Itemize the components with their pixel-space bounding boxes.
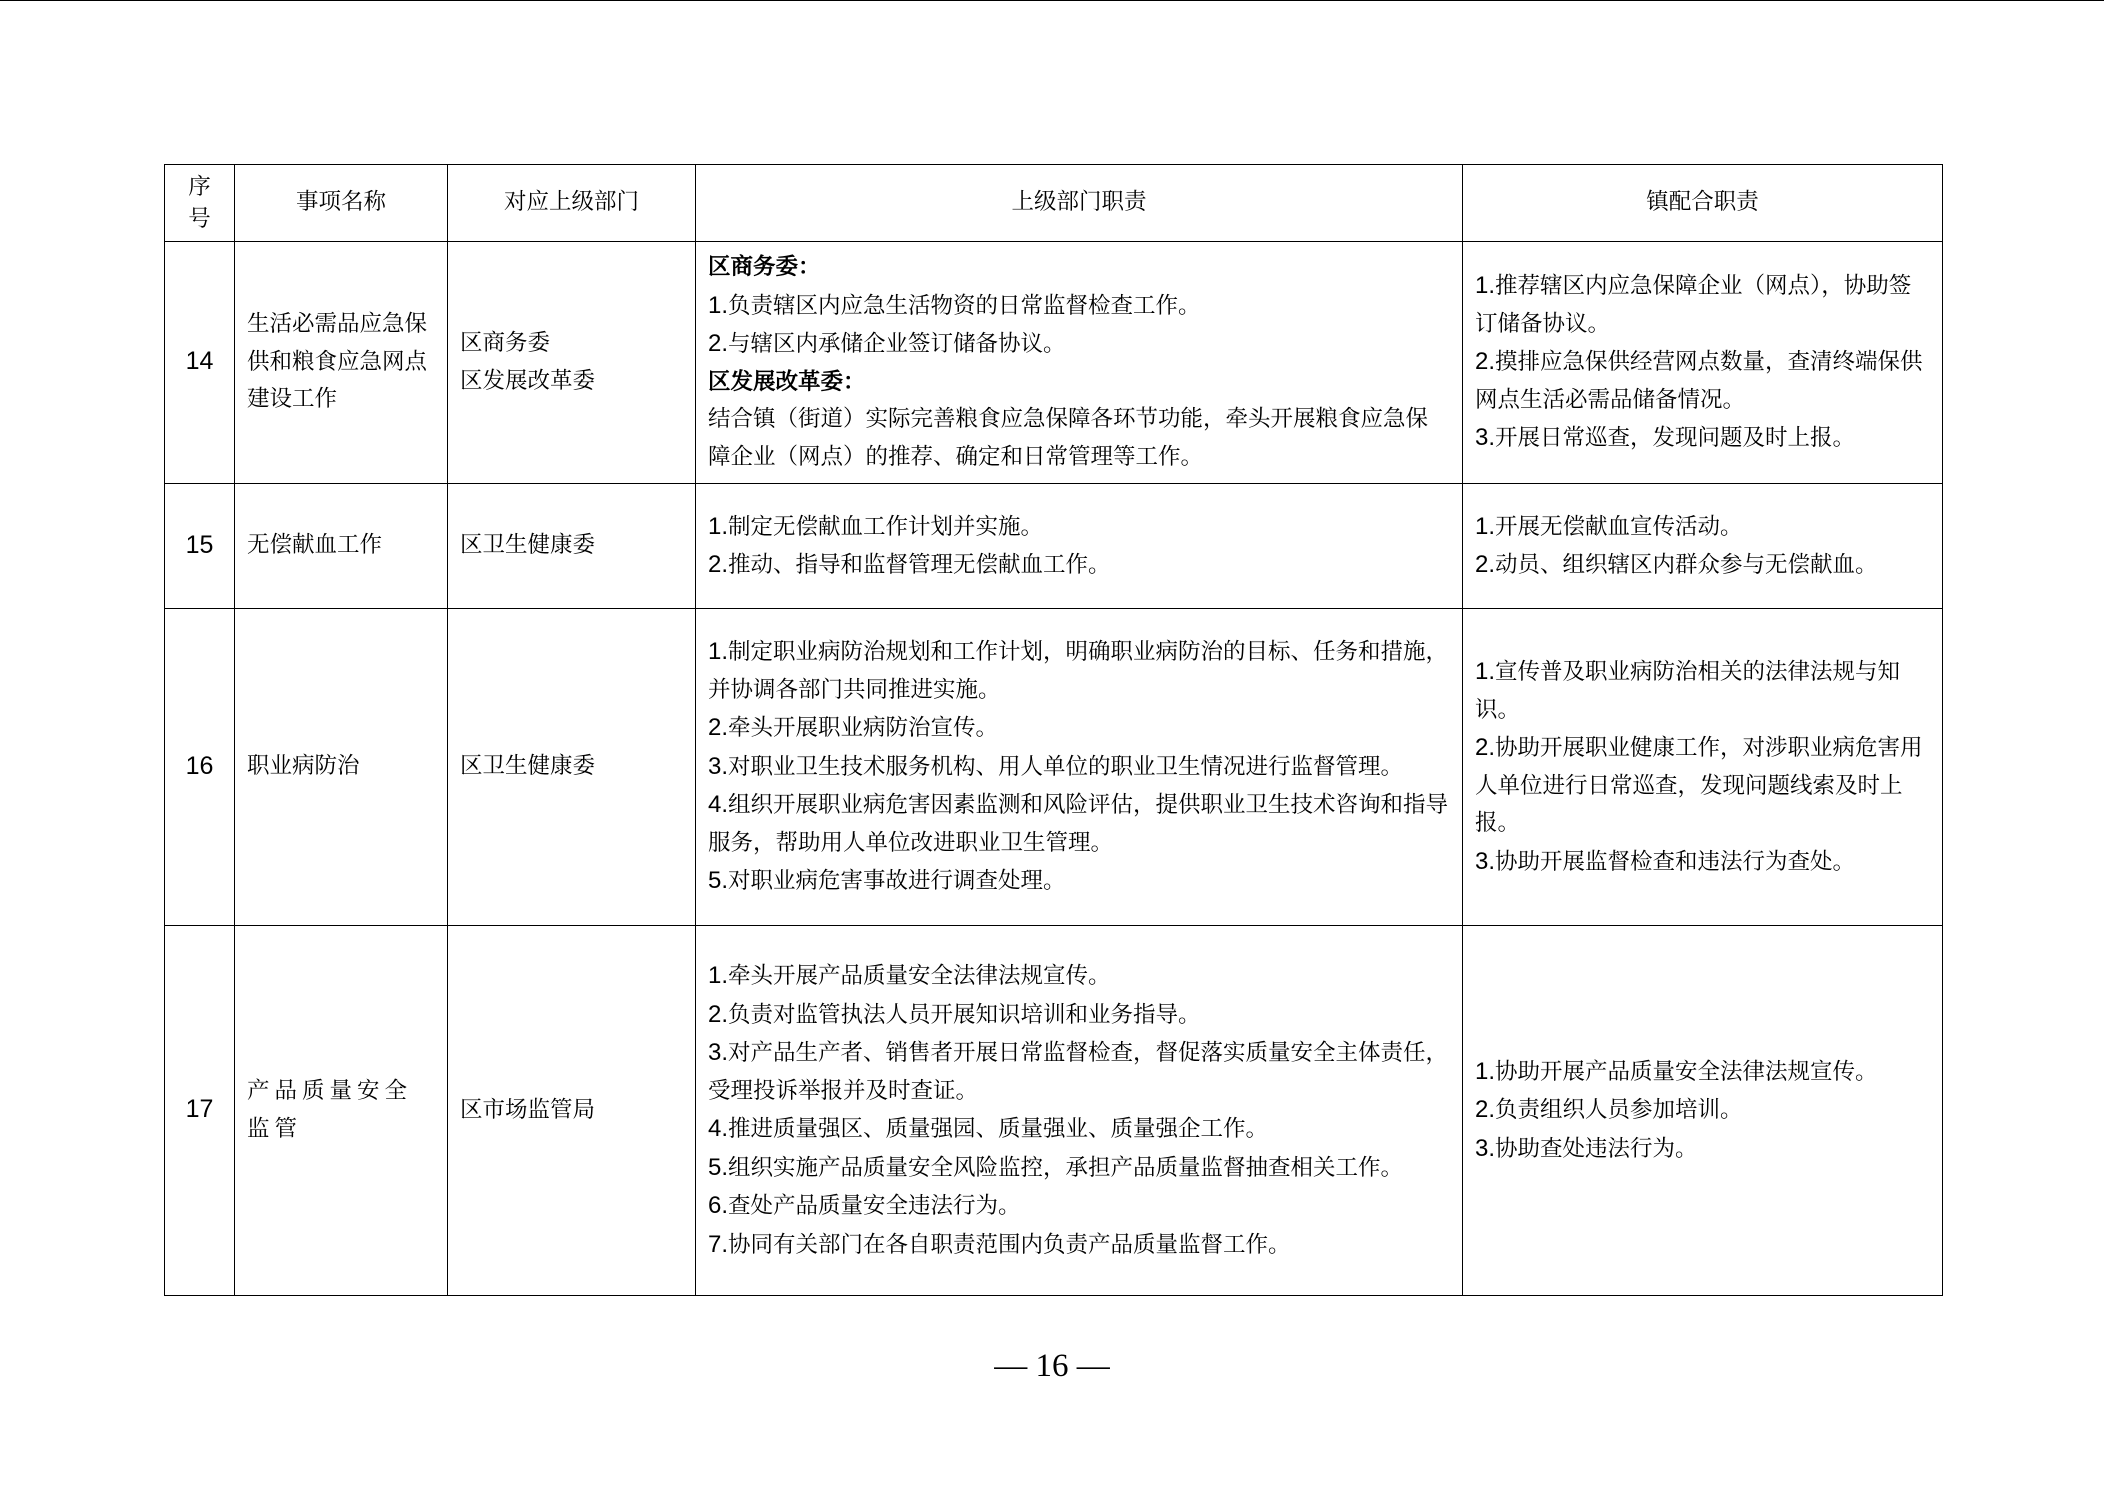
item-name [235,926,448,1296]
dept-name: 区发展改革委 [460,367,596,394]
item-text: 协助开展职业健康工作，对涉职业病危害用人单位进行日常巡查，发现问题线索及时上报。 [1475,735,1923,836]
header-dept: 对应上级部门 [448,165,696,242]
item-text: 推进质量强区、质量强园、质量强业、质量强企工作。 [728,1116,1269,1142]
upper-duties-cell [696,609,1463,926]
item-index: 3. [708,752,729,780]
item-index: 2. [708,1000,729,1028]
town-duties-cell [1463,926,1943,1296]
item-text: 对产品生产者、销售者开展日常监督检查，督促落实质量安全主体责任，受理投诉举报并及时查证。 [708,1040,1449,1104]
item-text: 负责对监管执法人员开展知识培训和业务指导。 [728,1001,1201,1028]
item-index: 3. [1475,424,1496,452]
item-index: 1. [1475,658,1496,685]
upper-duties-cell [696,926,1463,1296]
table-row [165,484,1943,609]
item-index: 2. [708,330,729,357]
item-text: 动员、组织辖区内群众参与无偿献血。 [1495,552,1878,578]
duty-item [708,1149,1450,1188]
town-duties-cell [1463,484,1943,609]
duty-item [708,401,1450,476]
table-header-row [165,165,1943,242]
town-duties-cell [1463,609,1943,926]
item-name-text: 无偿献血工作 [247,532,383,559]
item-index: 1. [708,638,729,666]
item-text: 负责辖区内应急生活物资的日常监督检查工作。 [728,292,1201,319]
item-index: 2. [708,714,729,742]
dept-cell [448,484,696,609]
duty-item [1475,419,1930,458]
duty-item [1475,1130,1930,1169]
dept-cell [448,609,696,926]
row-number [165,242,235,484]
item-text: 结合镇（街道）实际完善粮食应急保障各环节功能，牵头开展粮食应急保障企业（网点）的推荐、确定和日常管理等工作。 [708,406,1429,470]
item-index: 5. [708,1153,729,1181]
item-index: 6. [708,1192,729,1219]
responsibility-table [164,164,1943,1296]
duty-item [708,957,1450,996]
header-num: 序号 [165,165,235,242]
item-index: 1. [708,962,729,989]
dept-name: 区卫生健康委 [460,532,596,559]
header-town-duties: 镇配合职责 [1463,165,1943,242]
item-index: 2. [708,551,729,578]
item-text: 推荐辖区内应急保障企业（网点），协助签订储备协议。 [1475,273,1912,337]
top-border-line [0,0,2104,1]
item-text: 开展无偿献血宣传活动。 [1495,513,1743,540]
item-text: 负责组织人员参加培训。 [1495,1097,1743,1124]
item-index: 1. [708,291,729,319]
item-index: 1. [1475,1057,1496,1085]
item-name-text: 产品质量安全监管 [247,1078,413,1142]
table-row [165,926,1943,1296]
duty-item [1475,267,1930,343]
duty-item [1475,1053,1930,1092]
row-number-text: 15 [185,530,214,559]
item-index: 2. [1475,1096,1496,1124]
item-text: 对职业病危害事故进行调查处理。 [728,868,1066,895]
duty-item [708,748,1450,787]
item-index: 2. [1475,734,1496,761]
duty-item [1475,1091,1930,1130]
town-duties-cell [1463,242,1943,484]
dept-cell [448,242,696,484]
duty-item [708,1187,1450,1226]
item-text: 开展日常巡查，发现问题及时上报。 [1495,425,1856,452]
duty-item [1475,343,1930,419]
item-index: 3. [1475,847,1496,875]
header-upper-duties: 上级部门职责 [696,165,1463,242]
item-name [235,609,448,926]
item-text: 对职业卫生技术服务机构、用人单位的职业卫生情况进行监督管理。 [728,753,1404,780]
item-index: 1. [708,512,729,540]
duty-item [708,287,1450,326]
duty-item [708,1226,1450,1265]
item-text: 推动、指导和监督管理无偿献血工作。 [728,552,1111,578]
page-number: — 16 — [994,1348,1110,1384]
upper-duties-cell [696,242,1463,484]
row-number-text: 17 [185,1095,214,1124]
item-index: 1. [1475,512,1496,540]
duty-item [1475,653,1930,729]
duty-item [708,508,1450,547]
item-index: 3. [1475,1134,1496,1162]
item-text: 与辖区内承储企业签订储备协议。 [728,331,1066,357]
row-number [165,926,235,1296]
item-text: 查处产品质量安全违法行为。 [728,1193,1021,1219]
item-index: 4. [708,1115,729,1142]
duty-item [1475,508,1930,547]
row-number-text: 16 [185,751,214,780]
item-text: 宣传普及职业病防治相关的法律法规与知识。 [1475,659,1901,723]
item-name [235,242,448,484]
sub-heading: 区发展改革委： [708,368,866,395]
dept-name: 区市场监管局 [460,1096,596,1123]
item-name-text: 生活必需品应急保供和粮食应急网点建设工作 [247,311,428,413]
item-index: 2. [1475,551,1496,578]
duty-item [708,786,1450,862]
duty-item [1475,843,1930,882]
duty-item [708,1110,1450,1149]
row-number [165,484,235,609]
item-text: 牵头开展产品质量安全法律法规宣传。 [728,963,1111,989]
item-text: 协助开展产品质量安全法律法规宣传。 [1495,1058,1878,1085]
dept-cell [448,926,696,1296]
item-text: 制定无偿献血工作计划并实施。 [728,513,1044,540]
row-number-text: 14 [185,347,214,376]
duty-item [708,862,1450,901]
item-name-text: 职业病防治 [247,753,360,780]
item-index: 5. [708,867,729,895]
table-row [165,609,1943,926]
duty-item [708,996,1450,1035]
item-text: 制定职业病防治规划和工作计划，明确职业病防治的目标、任务和措施，并协调各部门共同推进实施。 [708,639,1449,703]
dept-name: 区商务委 [460,330,551,356]
item-text: 协助开展监督检查和违法行为查处。 [1495,848,1856,875]
dept-name: 区卫生健康委 [460,753,596,780]
duty-item [708,325,1450,364]
header-name: 事项名称 [235,165,448,242]
duty-item [1475,546,1930,585]
item-text: 牵头开展职业病防治宣传。 [728,715,999,742]
item-index: 7. [708,1230,729,1258]
item-index: 4. [708,791,729,819]
item-text: 协助查处违法行为。 [1495,1135,1698,1162]
row-number [165,609,235,926]
duty-item [708,709,1450,748]
item-text: 摸排应急保供经营网点数量，查清终端保供网点生活必需品储备情况。 [1475,349,1923,413]
item-text: 组织开展职业病危害因素监测和风险评估，提供职业卫生技术咨询和指导服务，帮助用人单位改进职业卫生管理。 [708,792,1449,856]
duty-item [708,1034,1450,1110]
item-name [235,484,448,609]
item-text: 协同有关部门在各自职责范围内负责产品质量监督工作。 [728,1231,1291,1258]
duty-item [1475,729,1930,843]
sub-heading: 区商务委： [708,254,821,280]
item-index: 1. [1475,272,1496,300]
upper-duties-cell [696,484,1463,609]
item-text: 组织实施产品质量安全风险监控，承担产品质量监督抽查相关工作。 [728,1154,1404,1181]
table-body [165,242,1943,1296]
item-index: 2. [1475,348,1496,376]
item-index: 3. [708,1039,729,1066]
duty-item [708,546,1450,585]
duty-item [708,633,1450,709]
table-row [165,242,1943,484]
